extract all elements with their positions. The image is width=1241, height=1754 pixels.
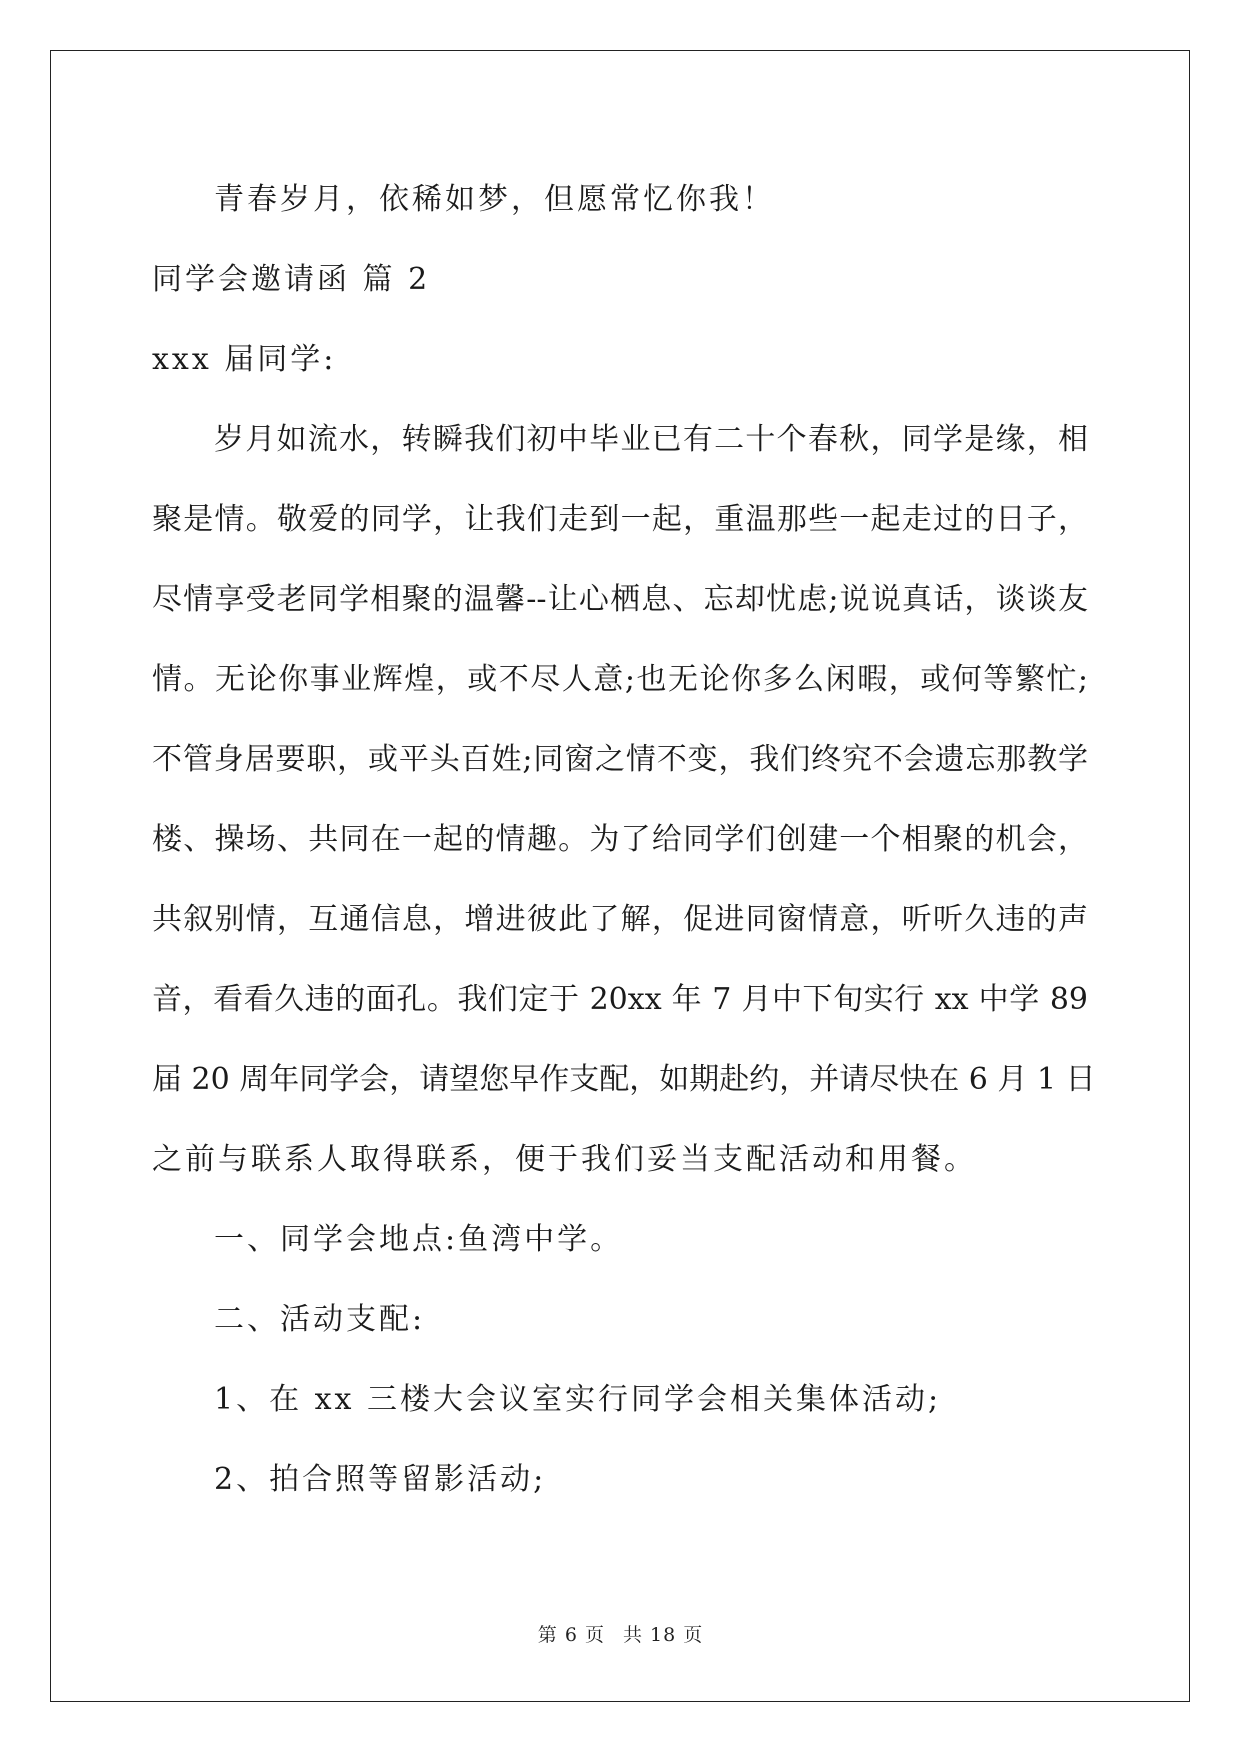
body-line: 情。无论你事业辉煌，或不尽人意;也无论你多么闲暇，或何等繁忙; <box>152 662 1088 697</box>
body-line: 岁月如流水，转瞬我们初中毕业已有二十个春秋，同学是缘，相 <box>214 422 1088 457</box>
body-line: 楼、操场、共同在一起的情趣。为了给同学们创建一个相聚的机会， <box>152 822 1088 857</box>
body-line: 共叙别情，互通信息，增进彼此了解，促进同窗情意，听听久违的声 <box>152 902 1088 937</box>
closing-line: 青春岁月，依稀如梦，但愿常忆你我！ <box>214 182 775 217</box>
page-number-total: 共 18 页 <box>622 1624 704 1646</box>
page-number-current: 第 6 页 <box>537 1624 605 1646</box>
body-line: 届 20 周年同学会，请望您早作支配，如期赴约，并请尽快在 6 月 1 日 <box>152 1062 1096 1097</box>
body-line: 不管身居要职，或平头百姓;同窗之情不变，我们终究不会遗忘那教学 <box>152 742 1088 777</box>
section-title: 同学会邀请函 篇 2 <box>152 262 431 297</box>
salutation: xxx 届同学: <box>152 342 337 377</box>
body-line: 之前与联系人取得联系，便于我们妥当支配活动和用餐。 <box>152 1142 977 1177</box>
document-body <box>152 160 1096 1520</box>
body-line: 聚是情。敬爱的同学，让我们走到一起，重温那些一起走过的日子， <box>152 502 1088 537</box>
body-line: 尽情享受老同学相聚的温馨--让心栖息、忘却忧虑;说说真话，谈谈友 <box>152 582 1088 617</box>
body-line: 音，看看久违的面孔。我们定于 20xx 年 7 月中下旬实行 xx 中学 89 <box>152 982 1088 1017</box>
list-item: 一、同学会地点:鱼湾中学。 <box>214 1222 624 1257</box>
list-item: 1、在 xx 三楼大会议室实行同学会相关集体活动; <box>214 1382 942 1417</box>
list-item: 2、拍合照等留影活动; <box>214 1462 547 1497</box>
list-item: 二、活动支配: <box>214 1302 426 1337</box>
page-footer <box>0 1620 1241 1647</box>
